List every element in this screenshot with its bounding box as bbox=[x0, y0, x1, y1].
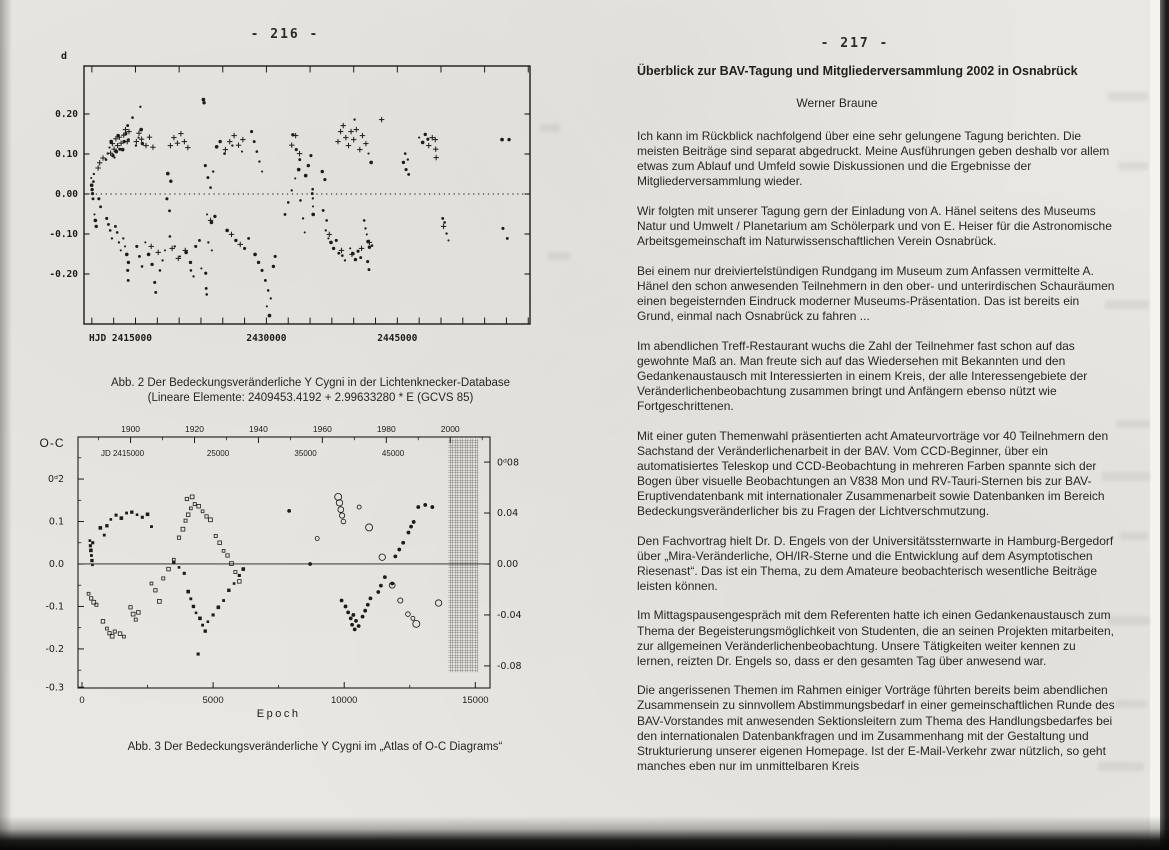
svg-text:1900: 1900 bbox=[121, 424, 141, 434]
paragraph: Die angerissenen Themen im Rahmen einiger Vorträge führten bereits beim abendlichen Zusammensein zu sinnvollem Abstimmungsbedarf in einer gemeinschaftlichen Runde des BAV-Vorstandes mit anwesenden Sektionsleitern zum Thema des Handlungsbedarfes bei den internationalen Datenbankfragen und im Zusammenhang mit der Gestaltung und Strukturierung unserer eigenen Homepage. Ist der E-Mail-Verkehr zwar nützlich, so geht manches eben nur im unmittelbaren Kreis bbox=[637, 683, 1115, 773]
svg-text:2000: 2000 bbox=[440, 424, 460, 434]
svg-text:45000: 45000 bbox=[381, 449, 405, 458]
svg-text:d: d bbox=[60, 51, 68, 62]
article-author: Werner Braune bbox=[796, 96, 878, 110]
article bbox=[637, 63, 1115, 788]
svg-text:-0.04: -0.04 bbox=[497, 610, 522, 622]
bleed-through-artifact bbox=[1118, 162, 1148, 170]
svg-text:0.00: 0.00 bbox=[497, 559, 519, 571]
svg-text:10000: 10000 bbox=[330, 695, 358, 706]
svg-text:1940: 1940 bbox=[248, 424, 268, 434]
svg-text:0.0: 0.0 bbox=[48, 559, 64, 571]
svg-text:35000: 35000 bbox=[294, 449, 317, 458]
scan-edge-right bbox=[1160, 0, 1169, 850]
svg-text:-0.08: -0.08 bbox=[497, 661, 522, 673]
svg-text:0.04: 0.04 bbox=[497, 508, 519, 520]
figure-caption-abb2 bbox=[58, 376, 563, 405]
oc-diagram-lichtenknecker bbox=[49, 51, 530, 344]
svg-text:1920: 1920 bbox=[185, 424, 204, 434]
bleed-through-artifact bbox=[1115, 700, 1147, 708]
svg-text:O-C: O-C bbox=[39, 436, 65, 450]
svg-text:JD 2415000: JD 2415000 bbox=[100, 449, 145, 458]
svg-text:15000: 15000 bbox=[462, 695, 489, 706]
svg-text:5000: 5000 bbox=[202, 695, 224, 706]
svg-text:0.20: 0.20 bbox=[55, 109, 78, 121]
article-title: Überblick zur BAV-Tagung und Mitgliederversammlung 2002 in Osnabrück bbox=[637, 64, 1078, 78]
paragraph: Im Mittagspausengespräch mit dem Referenten hatte ich einen Gedankenaustausch zum Thema der Begeisterungsmöglichkeit von Studenten, die an seinen Projekten mitarbeiten, zur allgemeinen Veränderlichenbeobachtung. Unsere Tätigkeiten weiter kennen zu lernen, reizten Dr. Engels so, dass er den gesamten Tag über anwesend war. bbox=[637, 608, 1114, 668]
svg-text:0.00: 0.00 bbox=[55, 189, 78, 201]
paragraph: Mit einer guten Themenwahl präsentierten acht Amateurvorträge vor 40 Teilnehmern den Sachstand der Veränderlichenarbeit in der BAV. Vom CCD-Beginner, über ein automatisiertes Teleskop und CCD-Beobachtung in mehreren Farben spannte sich der Bogen über visuelle Beobachtungen an V838 Mon und RV-Tauri-Sternen bis zur BAV-Eruptivendatenbank mit internationaler Zusammenarbeit sowie Datenbanken im Bereich Bedeckungsveränderlicher bis zu Fragen der Lichtverschmutzung. bbox=[637, 428, 1109, 518]
left-page-figures bbox=[0, 0, 584, 850]
paragraph: Wir folgten mit unserer Tagung gern der Einladung von A. Hänel seitens des Museums Natur und Umwelt / Planetarium am Schölerpark und von E. Heiser für die Astronomische Arbeitsgemeinschaft im Naturwissenschaftlichen Verein Osnabrück. bbox=[637, 203, 1112, 249]
svg-text:Epoch: Epoch bbox=[256, 708, 301, 720]
svg-text:0: 0 bbox=[79, 695, 85, 706]
svg-text:-0.1: -0.1 bbox=[45, 601, 64, 613]
svg-text:0.1: 0.1 bbox=[48, 516, 64, 528]
svg-text:-0.3: -0.3 bbox=[45, 682, 64, 694]
svg-text:2430000: 2430000 bbox=[246, 333, 287, 344]
svg-text:1980: 1980 bbox=[376, 424, 396, 434]
figure-caption-abb3: Abb. 3 Der Bedeckungsveränderliche Y Cygni im „Atlas of O-C Diagrams“ bbox=[127, 741, 503, 753]
bleed-through-artifact bbox=[1116, 420, 1150, 428]
page-number-left: - 216 - bbox=[250, 27, 320, 42]
figure-caption-abb2-line2: (Lineare Elemente: 2409453.4192 + 2.99633280 * E (GCVS 85) bbox=[147, 391, 474, 404]
svg-text:-0.20: -0.20 bbox=[49, 269, 78, 281]
paragraph: Den Fachvortrag hielt Dr. D. Engels von der Universitätssternwarte in Hamburg-Bergedorf über „Mira-Veränderliche, OH/IR-Sterne und die Entwicklung auf dem Asymptotischen Riesenast“. Das ist ein Thema, zu dem Amateure beobachterisch wesentliche Beiträge leisten können. bbox=[637, 533, 1114, 593]
svg-text:0ᵈ2: 0ᵈ2 bbox=[48, 474, 64, 486]
svg-text:0.10: 0.10 bbox=[55, 149, 78, 161]
svg-text:-0.10: -0.10 bbox=[49, 229, 78, 241]
paragraph: Im abendlichen Treff-Restaurant wuchs die Zahl der Teilnehmer fast schon auf das gewohnte Maß an. Man freute sich auf das Wiedersehen mit Bekannten und den Gedankenaustausch mit Interessierten in einem Kreis, der alle Interessengebiete der Veränderlichenbeobachtung zusammen bringt und Anfängern ebenso nützt wie Fortgeschrittenen. bbox=[637, 338, 1088, 413]
svg-text:25000: 25000 bbox=[206, 449, 230, 458]
bleed-through-artifact bbox=[1120, 532, 1148, 540]
svg-text:1960: 1960 bbox=[312, 424, 332, 434]
paragraph: Ich kann im Rückblick nachfolgend über eine sehr gelungene Tagung berichten. Die meisten Beiträge sind separat abgedruckt. Meine Ausführungen geben deshalb vor allem etwas zum Ablauf und Umfeld sowie Diskussionen und die Ergebnisse der Mitgliederversammlung wieder. bbox=[637, 129, 1110, 189]
figure-caption-abb2-line1: Abb. 2 Der Bedeckungsveränderliche Y Cygni in der Lichtenknecker-Database bbox=[110, 377, 511, 389]
paragraph: Bei einem nur dreiviertelstündigen Rundgang im Museum zum Anfassen vermittelte A. Hänel den schon anwesenden Teilnehmern in den ober- und unterirdischen Schauräumen einen begeisternden Eindruck moderner Museums-Präsentation. Das ist bereits ein Grund, einmal nach Osnabrück zu fahren ... bbox=[637, 263, 1115, 323]
oc-diagram-atlas bbox=[40, 424, 522, 720]
svg-text:2445000: 2445000 bbox=[377, 333, 418, 344]
svg-text:HJD 2415000: HJD 2415000 bbox=[89, 333, 152, 344]
svg-text:-0.2: -0.2 bbox=[45, 644, 64, 656]
svg-text:0ᵈ08: 0ᵈ08 bbox=[497, 457, 519, 469]
page-number-right: - 217 - bbox=[820, 36, 890, 51]
